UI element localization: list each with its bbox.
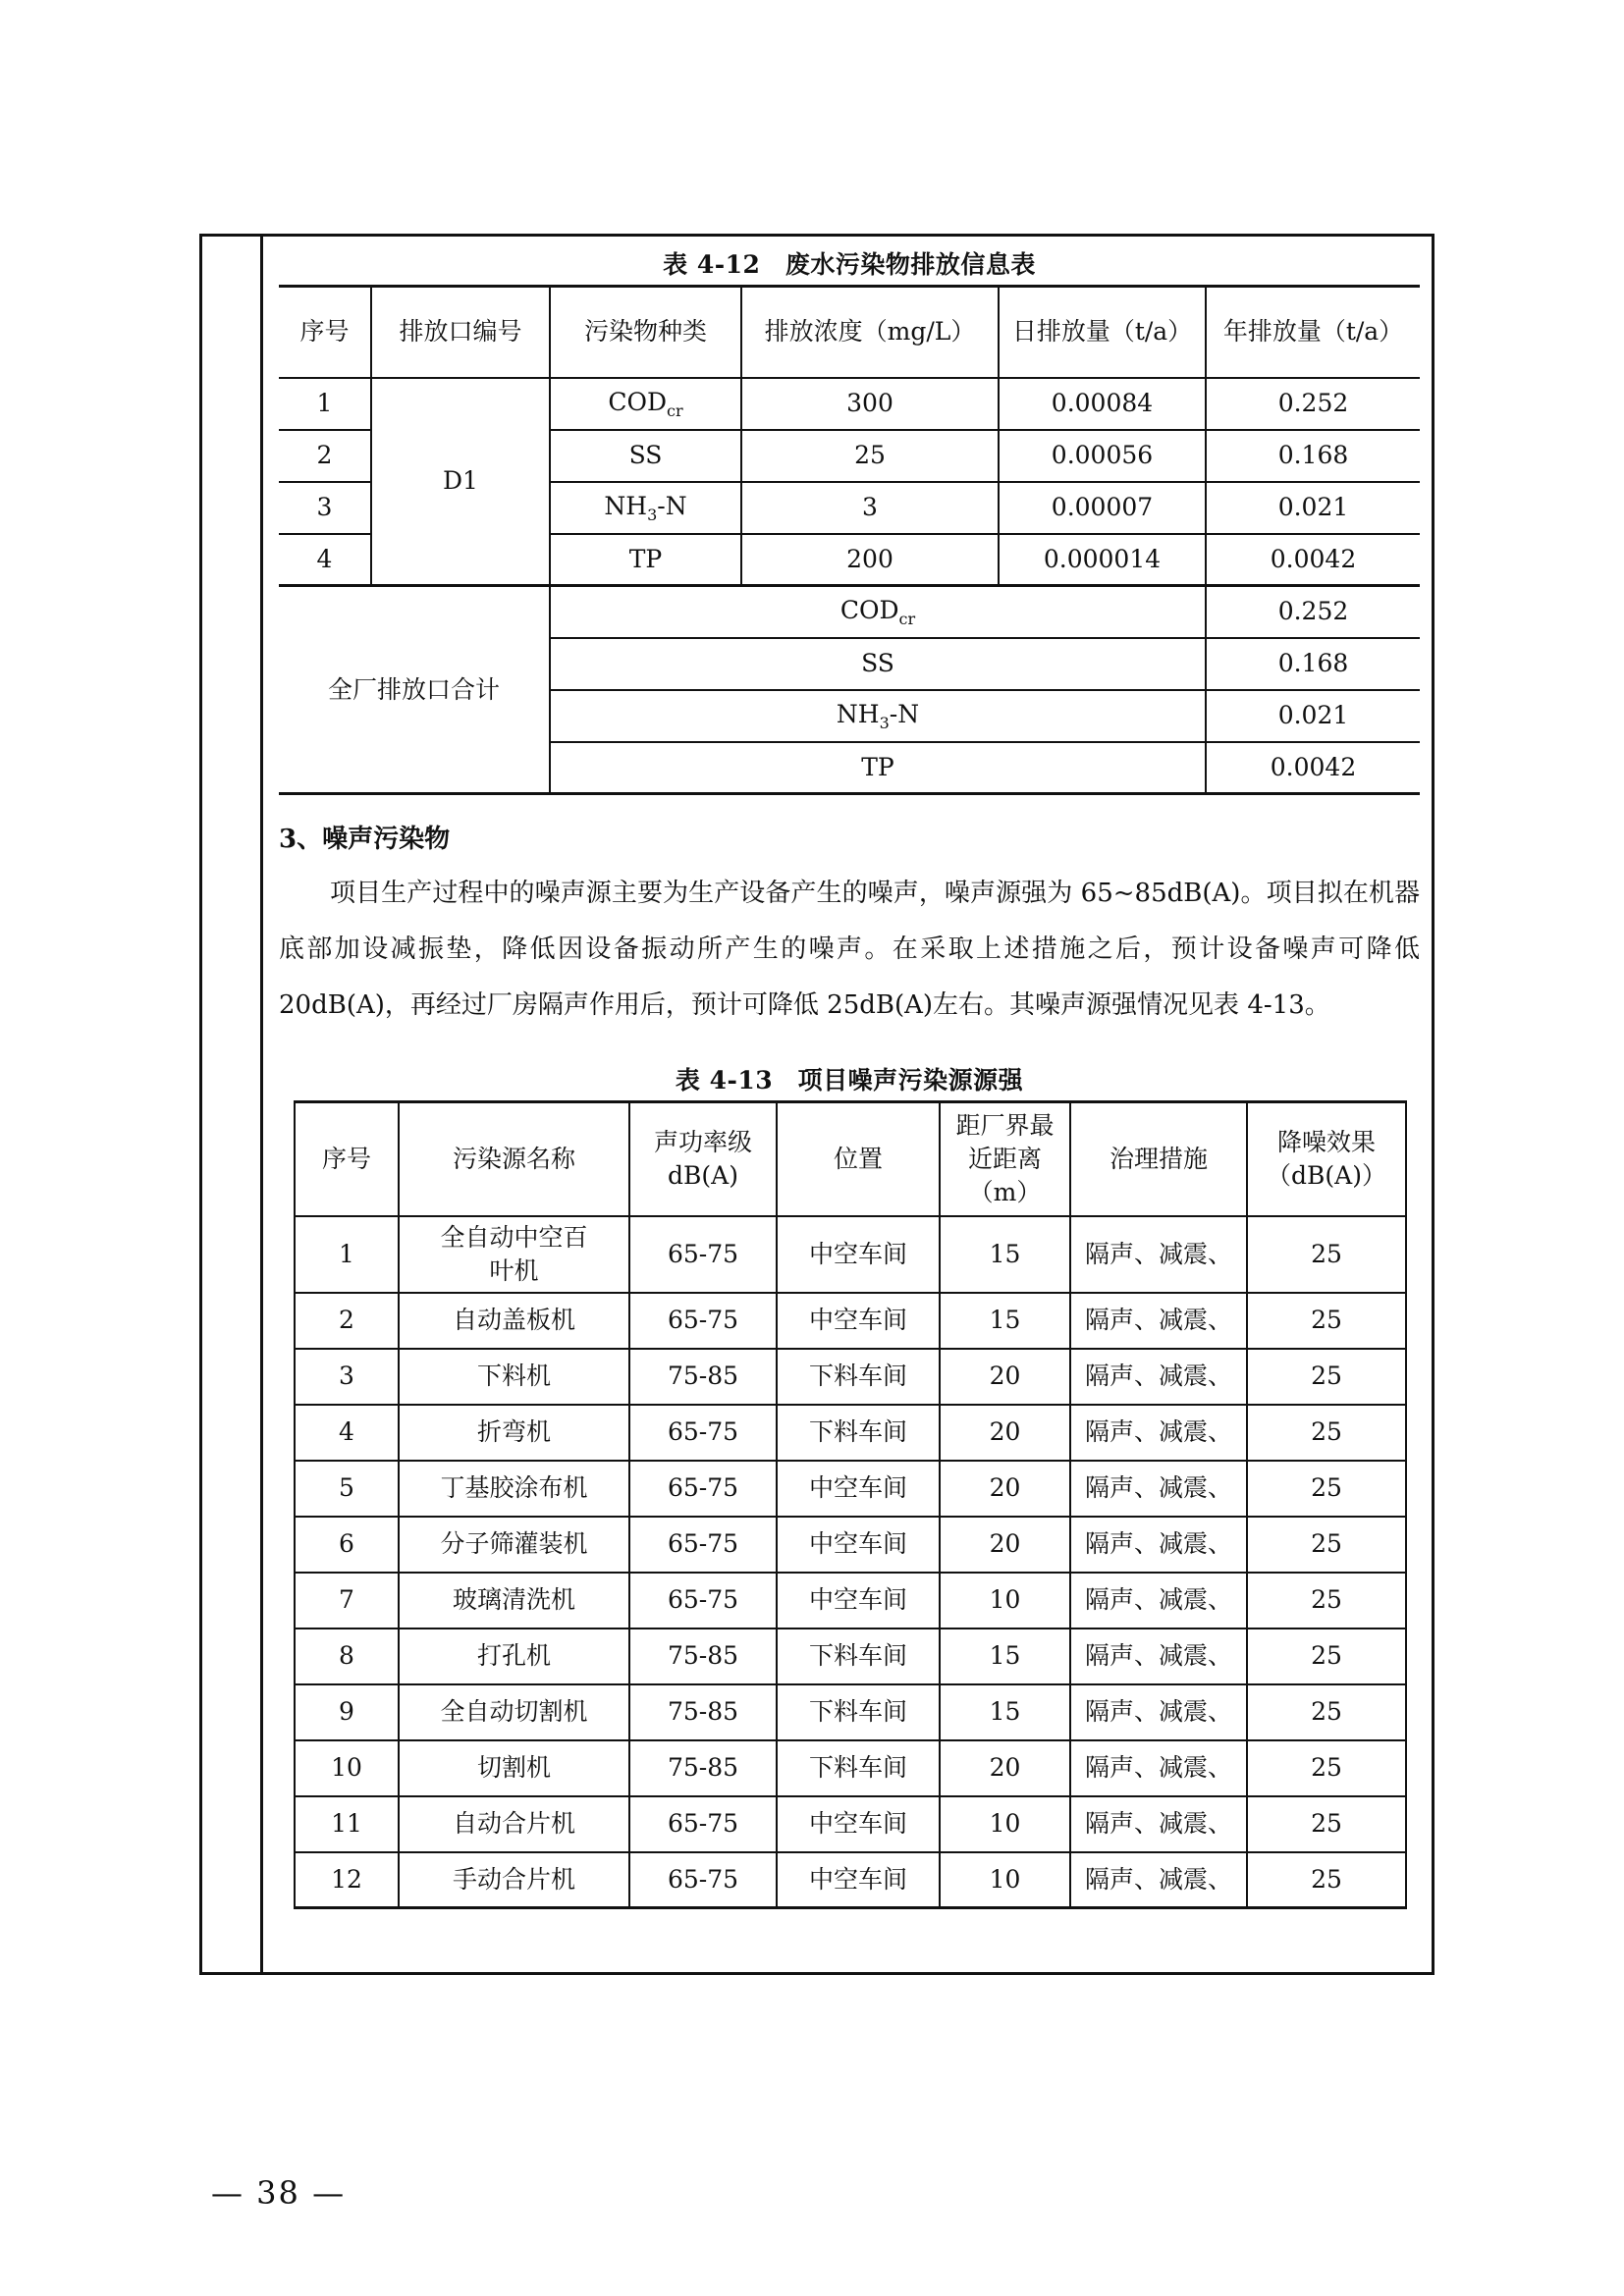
cell-effect: 25 [1247,1852,1406,1908]
cell-location: 中空车间 [777,1293,940,1349]
cell-source-name: 折弯机 [399,1405,629,1461]
col-header: 年排放量（t/a） [1206,287,1420,378]
cell-annual: 0.252 [1206,378,1420,430]
cell-source-name: 手动合片机 [399,1852,629,1908]
cell-distance: 15 [940,1629,1070,1684]
cell-distance: 10 [940,1573,1070,1629]
cell-location: 下料车间 [777,1405,940,1461]
cell-power: 65-75 [629,1216,777,1293]
cell-power: 75-85 [629,1684,777,1740]
col-header: 排放口编号 [371,287,550,378]
cell-location: 下料车间 [777,1740,940,1796]
cell-measure: 隔声、减震、 [1070,1349,1247,1405]
cell-source-name: 丁基胶涂布机 [399,1461,629,1517]
cell-effect: 25 [1247,1405,1406,1461]
table-row [295,1629,1406,1684]
noise-table-wrap [279,1061,1420,1909]
table-row [295,1573,1406,1629]
cell-source-name: 分子筛灌装机 [399,1517,629,1573]
cell-location: 中空车间 [777,1517,940,1573]
cell-measure: 隔声、减震、 [1070,1293,1247,1349]
section-heading: 3、噪声污染物 [279,825,451,854]
col-header: 污染源名称 [399,1102,629,1216]
cell-no: 6 [295,1517,399,1573]
noise-table-body [295,1216,1406,1908]
cell-daily: 0.00084 [999,378,1206,430]
cell-power: 65-75 [629,1852,777,1908]
cell-no: 11 [295,1796,399,1852]
cell-distance: 10 [940,1796,1070,1852]
cell-power: 65-75 [629,1461,777,1517]
cell-distance: 20 [940,1405,1070,1461]
cell-measure: 隔声、减震、 [1070,1796,1247,1852]
col-header: 序号 [279,287,371,378]
cell-no: 10 [295,1740,399,1796]
cell-source-name: 玻璃清洗机 [399,1573,629,1629]
cell-effect: 25 [1247,1573,1406,1629]
cell-source-name: 自动盖板机 [399,1293,629,1349]
cell-annual: 0.021 [1206,482,1420,534]
cell-effect: 25 [1247,1517,1406,1573]
cell-effect: 25 [1247,1216,1406,1293]
table-row [295,1405,1406,1461]
cell-measure: 隔声、减震、 [1070,1461,1247,1517]
cell-pollutant: SS [550,430,741,482]
cell-daily: 0.00056 [999,430,1206,482]
cell-conc: 3 [741,482,999,534]
table-row [295,1740,1406,1796]
cell-source-name: 下料机 [399,1349,629,1405]
cell-source-name: 打孔机 [399,1629,629,1684]
cell-total-label: 全厂排放口合计 [279,586,550,794]
cell-conc: 200 [741,534,999,586]
cell-measure: 隔声、减震、 [1070,1740,1247,1796]
cell-total-annual: 0.021 [1206,690,1420,742]
cell-location: 中空车间 [777,1573,940,1629]
cell-power: 75-85 [629,1740,777,1796]
col-header: 序号 [295,1102,399,1216]
cell-effect: 25 [1247,1293,1406,1349]
cell-location: 中空车间 [777,1852,940,1908]
cell-no: 3 [279,482,371,534]
table-row [295,1684,1406,1740]
cell-measure: 隔声、减震、 [1070,1517,1247,1573]
cell-no: 4 [279,534,371,586]
cell-source-name: 切割机 [399,1740,629,1796]
cell-total-annual: 0.168 [1206,638,1420,690]
col-header: 声功率级dB(A) [629,1102,777,1216]
cell-measure: 隔声、减震、 [1070,1629,1247,1684]
cell-power: 75-85 [629,1629,777,1684]
cell-effect: 25 [1247,1349,1406,1405]
col-header: 位置 [777,1102,940,1216]
cell-source-name: 全自动中空百叶机 [399,1216,629,1293]
cell-daily: 0.00007 [999,482,1206,534]
cell-no: 2 [295,1293,399,1349]
cell-distance: 20 [940,1740,1070,1796]
cell-conc: 25 [741,430,999,482]
wastewater-table [279,285,1420,795]
cell-no: 1 [279,378,371,430]
table-row [295,1216,1406,1293]
cell-effect: 25 [1247,1461,1406,1517]
cell-measure: 隔声、减震、 [1070,1852,1247,1908]
cell-source-name: 自动合片机 [399,1796,629,1852]
cell-power: 65-75 [629,1573,777,1629]
cell-location: 下料车间 [777,1629,940,1684]
cell-total-annual: 0.0042 [1206,742,1420,794]
cell-distance: 15 [940,1216,1070,1293]
cell-no: 3 [295,1349,399,1405]
cell-effect: 25 [1247,1740,1406,1796]
cell-no: 2 [279,430,371,482]
cell-distance: 20 [940,1517,1070,1573]
cell-total-annual: 0.252 [1206,586,1420,638]
table-row [295,1796,1406,1852]
table-row [295,1852,1406,1908]
table-row [295,1293,1406,1349]
cell-conc: 300 [741,378,999,430]
cell-location: 中空车间 [777,1216,940,1293]
cell-no: 9 [295,1684,399,1740]
cell-daily: 0.000014 [999,534,1206,586]
cell-effect: 25 [1247,1684,1406,1740]
cell-annual: 0.168 [1206,430,1420,482]
table-4-12-caption: 表 4-12 废水污染物排放信息表 [663,250,1036,279]
cell-distance: 10 [940,1852,1070,1908]
cell-pollutant: TP [550,534,741,586]
table-row [295,1349,1406,1405]
cell-pollutant: $NH_3-N$ [550,482,741,534]
total-row [279,586,1420,638]
table-4-13-caption: 表 4-13 项目噪声污染源源强 [675,1066,1024,1095]
cell-no: 1 [295,1216,399,1293]
cell-distance: 15 [940,1293,1070,1349]
table-row [295,1461,1406,1517]
cell-total-pollutant: TP [550,742,1206,794]
cell-distance: 15 [940,1684,1070,1740]
cell-annual: 0.0042 [1206,534,1420,586]
cell-no: 8 [295,1629,399,1684]
cell-no: 7 [295,1573,399,1629]
cell-location: 下料车间 [777,1684,940,1740]
cell-effect: 25 [1247,1629,1406,1684]
cell-total-pollutant: $NH_3-N$ [550,690,1206,742]
cell-measure: 隔声、减震、 [1070,1405,1247,1461]
col-header: 距厂界最近距离（m） [940,1102,1070,1216]
page-number: — 38 — [211,2174,347,2212]
cell-no: 5 [295,1461,399,1517]
table-row [295,1517,1406,1573]
cell-source-name: 全自动切割机 [399,1684,629,1740]
frame-divider [260,234,263,1975]
col-header: 污染物种类 [550,287,741,378]
cell-location: 中空车间 [777,1796,940,1852]
table-row [279,378,1420,430]
cell-power: 75-85 [629,1349,777,1405]
page-content [279,245,1420,1909]
cell-total-pollutant: SS [550,638,1206,690]
cell-no: 4 [295,1405,399,1461]
table-header-row [295,1102,1406,1216]
table-header-row [279,287,1420,378]
cell-total-pollutant: $COD_{cr}$ [550,586,1206,638]
cell-distance: 20 [940,1349,1070,1405]
col-header: 降噪效果（dB(A)） [1247,1102,1406,1216]
col-header: 治理措施 [1070,1102,1247,1216]
cell-effect: 25 [1247,1796,1406,1852]
cell-location: 中空车间 [777,1461,940,1517]
cell-power: 65-75 [629,1405,777,1461]
cell-power: 65-75 [629,1517,777,1573]
cell-measure: 隔声、减震、 [1070,1573,1247,1629]
cell-pollutant: $COD_{cr}$ [550,378,741,430]
cell-measure: 隔声、减震、 [1070,1684,1247,1740]
cell-no: 12 [295,1852,399,1908]
col-header: 日排放量（t/a） [999,287,1206,378]
section-paragraph: 项目生产过程中的噪声源主要为生产设备产生的噪声，噪声源强为 65~85dB(A)。项目拟在机器底部加设减振垫，降低因设备振动所产生的噪声。在采取上述措施之后，预计设备噪声可降低 20dB(A)，再经过厂房隔声作用后，预计可降低 25dB(A)左右。其噪声源强情况见表 4-13。 [279,879,1420,1020]
cell-location: 下料车间 [777,1349,940,1405]
cell-measure: 隔声、减震、 [1070,1216,1247,1293]
cell-power: 65-75 [629,1293,777,1349]
col-header: 排放浓度（mg/L） [741,287,999,378]
noise-table [294,1100,1407,1909]
cell-outlet: D1 [371,378,550,586]
cell-distance: 20 [940,1461,1070,1517]
cell-power: 65-75 [629,1796,777,1852]
